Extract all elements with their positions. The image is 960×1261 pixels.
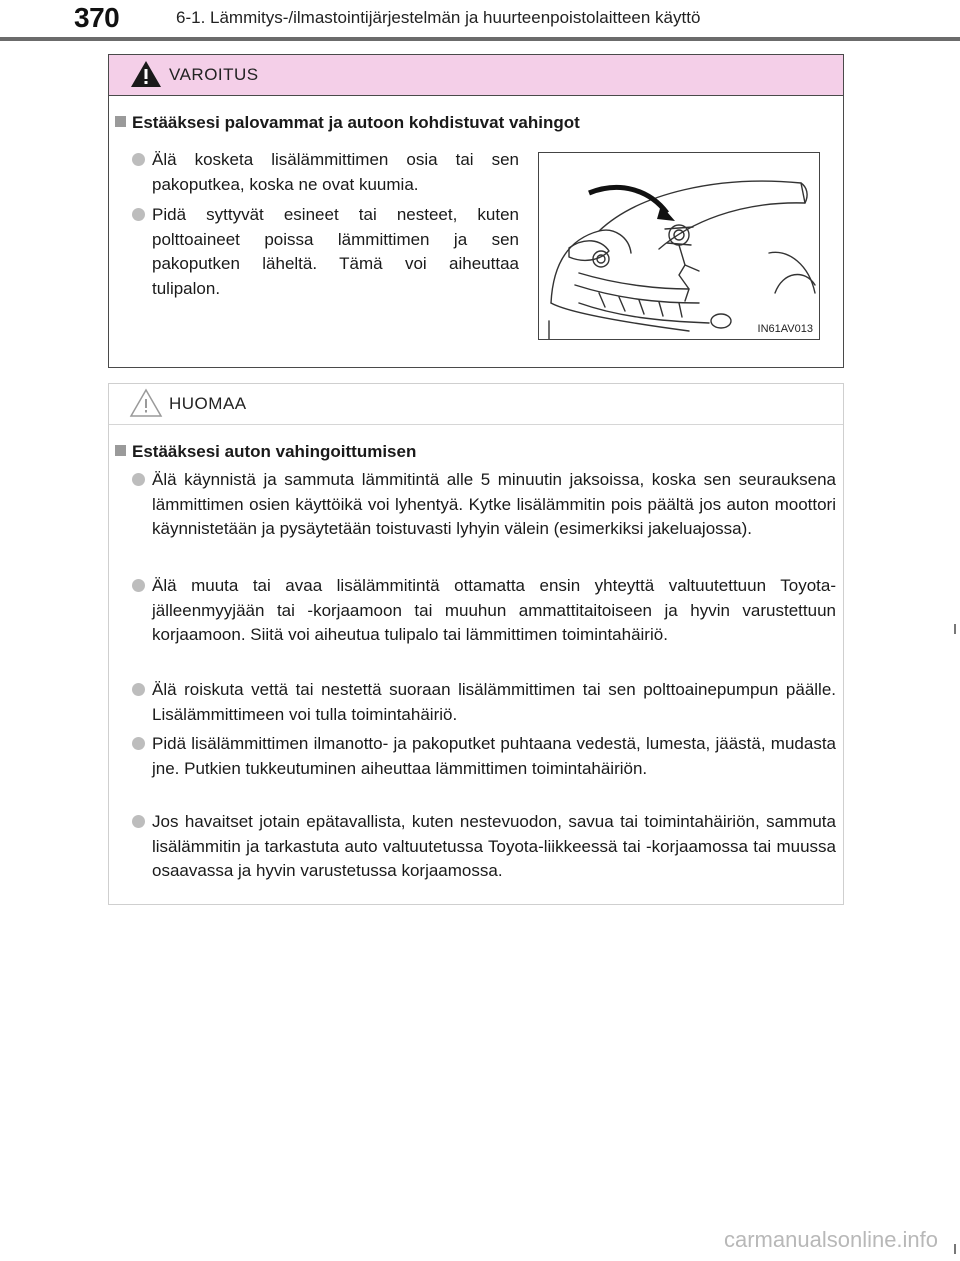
bullet-dot-icon bbox=[132, 683, 145, 696]
notice-box bbox=[108, 383, 844, 905]
warning-bullet-text: Älä kosketa lisälämmittimen osia tai sen pakoputkea, koska ne ovat kuumia. bbox=[152, 150, 519, 194]
notice-bullet bbox=[152, 810, 836, 884]
warning-heading bbox=[115, 113, 580, 133]
notice-header bbox=[109, 384, 843, 425]
heater-illustration bbox=[538, 152, 820, 340]
bullet-dot-icon bbox=[132, 579, 145, 592]
notice-bullet-text: Älä muuta tai avaa lisälämmitintä ottamatta ensin yhteyttä valtuutettuun Toyota-jälleenmyyjään tai -korjaamoon tai muuhun ammattitaitoiseen ja hyvin varustettuun korjaamoon. Siitä voi aiheutua tulipalo tai lämmittimen toimintahäiriö. bbox=[152, 576, 836, 644]
notice-bullet-text: Älä käynnistä ja sammuta lämmitintä alle 5 minuutin jaksoissa, koska sen seurauksena lämmittimen osien käyttöikä voi lyhentyä. Kytke lisälämmitin pois päältä jos auton moottori käynnistetään ja pysäytetään toistuvasti lyhyin välein (esimerkiksi jakeluajossa). bbox=[152, 470, 836, 538]
warning-heading-text: Estääksesi palovammat ja autoon kohdistuvat vahingot bbox=[132, 113, 580, 132]
warning-bullet-text: Pidä syttyvät esineet tai nesteet, kuten polttoaineet poissa lämmittimen ja sen pakoputken läheltä. Tämä voi aiheuttaa tulipalon. bbox=[152, 205, 519, 298]
bullet-dot-icon bbox=[132, 473, 145, 486]
warning-triangle-icon bbox=[129, 59, 163, 89]
notice-bullet-text: Jos havaitset jotain epätavallista, kuten nestevuodon, savua tai toimintahäiriön, sammuta lisälämmitin ja tarkastuta auto valtuutetussa Toyota-liikkeessä tai -korjaamossa tai muussa osaavassa ja hyvin varustetussa korjaamossa. bbox=[152, 812, 836, 880]
edge-mark bbox=[954, 1244, 956, 1254]
car-front-heater-icon bbox=[539, 153, 819, 339]
bullet-dot-icon bbox=[132, 737, 145, 750]
page-header bbox=[0, 0, 960, 44]
bullet-dot-icon bbox=[132, 208, 145, 221]
notice-bullet bbox=[152, 732, 836, 781]
bullet-dot-icon bbox=[132, 153, 145, 166]
warning-title: VAROITUS bbox=[169, 65, 259, 84]
notice-bullet bbox=[152, 468, 836, 542]
watermark: carmanualsonline.info bbox=[724, 1227, 939, 1252]
figure-code: IN61AV013 bbox=[757, 323, 813, 335]
warning-bullet bbox=[152, 148, 519, 197]
caution-triangle-icon bbox=[129, 388, 163, 418]
warning-bullet bbox=[152, 203, 519, 301]
notice-bullet bbox=[152, 574, 836, 648]
warning-box bbox=[108, 54, 844, 368]
page-number: 370 bbox=[74, 2, 120, 33]
square-bullet-icon bbox=[115, 445, 126, 456]
notice-bullet-text: Pidä lisälämmittimen ilmanotto- ja pakoputket puhtaana vedestä, lumesta, jäästä, mudasta jne. Putkien tukkeutuminen aiheuttaa lämmittimen toimintahäiriön. bbox=[152, 734, 836, 778]
edge-mark bbox=[954, 624, 956, 634]
warning-header bbox=[109, 55, 843, 96]
notice-bullet-text: Älä roiskuta vettä tai nestettä suoraan lisälämmittimen tai sen polttoainepumpun päälle. Lisälämmittimeen voi tulla toimintahäiriö. bbox=[152, 680, 836, 724]
notice-heading-text: Estääksesi auton vahingoittumisen bbox=[132, 442, 417, 461]
bullet-dot-icon bbox=[132, 815, 145, 828]
square-bullet-icon bbox=[115, 116, 126, 127]
notice-title: HUOMAA bbox=[169, 394, 247, 413]
chapter-title: 6-1. Lämmitys-/ilmastointijärjestelmän ja huurteenpoistolaitteen käyttö bbox=[176, 8, 701, 27]
header-rule bbox=[0, 37, 960, 41]
notice-bullet bbox=[152, 678, 836, 727]
notice-heading bbox=[115, 442, 416, 462]
